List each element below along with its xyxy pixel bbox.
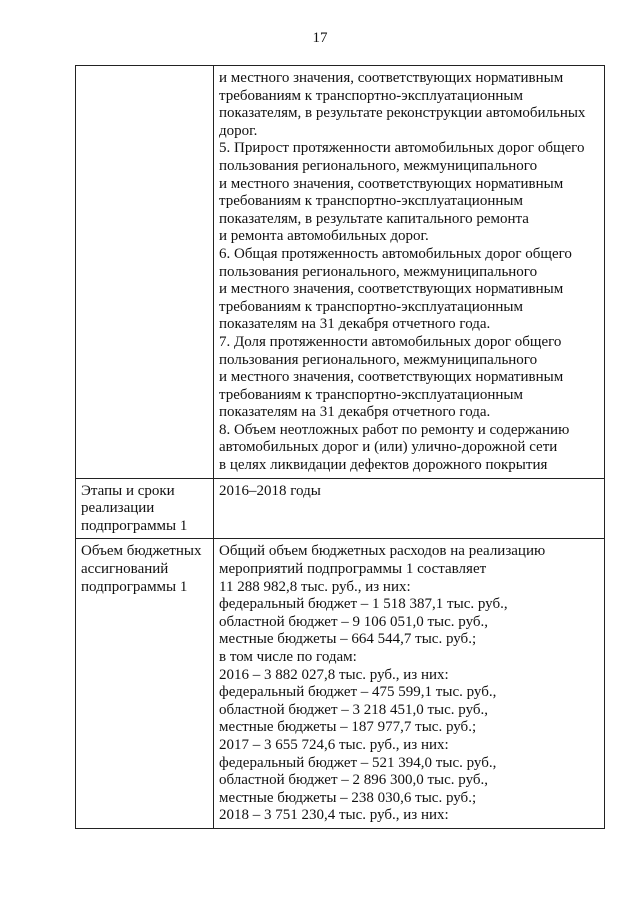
content-line: показателям, в результате реконструкции автомобильных <box>219 105 586 122</box>
content-line: областной бюджет – 3 218 451,0 тыс. руб., <box>219 701 489 718</box>
content-line: 11 288 982,8 тыс. руб., из них: <box>219 578 411 595</box>
label-line: подпрограммы 1 <box>81 578 188 595</box>
content-line: требованиям к транспортно-эксплуатационным <box>219 386 523 403</box>
content-line: 2016–2018 годы <box>219 482 321 499</box>
content-line: и местного значения, соответствующих нормативным <box>219 70 564 86</box>
row-label-cell <box>76 478 214 539</box>
content-line: федеральный бюджет – 521 394,0 тыс. руб., <box>219 754 497 771</box>
table-body <box>76 66 605 829</box>
content-line: пользования регионального, межмуниципального <box>219 263 538 280</box>
content-line: областной бюджет – 2 896 300,0 тыс. руб., <box>219 772 489 789</box>
content-line: и местного значения, соответствующих нормативным <box>219 369 564 386</box>
content-line: мероприятий подпрограммы 1 составляет <box>219 561 487 578</box>
content-line: 5. Прирост протяженности автомобильных дорог общего <box>219 140 585 157</box>
content-line: местные бюджеты – 664 544,7 тыс. руб.; <box>219 631 477 648</box>
label-line: реализации <box>81 500 155 517</box>
page-number: 17 <box>312 30 328 46</box>
content-line: в целях ликвидации дефектов дорожного покрытия <box>219 457 548 474</box>
content-line: 2017 – 3 655 724,6 тыс. руб., из них: <box>219 736 449 753</box>
content-line: пользования регионального, межмуниципального <box>219 351 538 368</box>
content-line: требованиям к транспортно-эксплуатационным <box>219 193 523 210</box>
content-line: и местного значения, соответствующих нормативным <box>219 175 564 192</box>
content-line: 2016 – 3 882 027,8 тыс. руб., из них: <box>219 666 449 683</box>
budget-row <box>76 539 605 829</box>
content-line: и местного значения, соответствующих нормативным <box>219 281 564 298</box>
content-line: дорог. <box>219 122 258 139</box>
content-line: Общий объем бюджетных расходов на реализацию <box>219 543 546 560</box>
content-line: пользования регионального, межмуниципального <box>219 157 538 174</box>
content-line: федеральный бюджет – 475 599,1 тыс. руб., <box>219 684 497 701</box>
content-line: местные бюджеты – 238 030,6 тыс. руб.; <box>219 789 477 806</box>
content-line: показателям, в результате капитального ремонта <box>219 210 529 227</box>
content-line: автомобильных дорог и (или) улично-дорожной сети <box>219 439 558 456</box>
row-content-cell <box>214 66 605 479</box>
content-line: федеральный бюджет – 1 518 387,1 тыс. руб., <box>219 596 508 613</box>
passport-table <box>75 65 605 829</box>
content-line: 8. Объем неотложных работ по ремонту и содержанию <box>219 421 570 438</box>
label-line: подпрограммы 1 <box>81 517 188 534</box>
content-line: местные бюджеты – 187 977,7 тыс. руб.; <box>219 719 477 736</box>
content-line: 2018 – 3 751 230,4 тыс. руб., из них: <box>219 807 449 824</box>
content-line: в том числе по годам: <box>219 649 357 665</box>
content-line: и ремонта автомобильных дорог. <box>219 228 429 245</box>
label-line: Этапы и сроки <box>81 482 175 499</box>
content-line: требованиям к транспортно-эксплуатационным <box>219 87 523 104</box>
content-line: областной бюджет – 9 106 051,0 тыс. руб., <box>219 613 489 630</box>
indicators-continuation-row <box>76 66 605 479</box>
content-line: требованиям к транспортно-эксплуатационным <box>219 298 523 315</box>
content-line: 6. Общая протяженность автомобильных дорог общего <box>219 245 572 262</box>
label-line: Объем бюджетных <box>81 543 202 560</box>
row-content-cell <box>214 539 605 829</box>
row-label-cell <box>76 539 214 829</box>
stages-row <box>76 478 605 539</box>
content-line: показателям на 31 декабря отчетного года. <box>219 316 491 333</box>
label-line: ассигнований <box>81 561 169 578</box>
content-line: 7. Доля протяженности автомобильных дорог общего <box>219 333 562 350</box>
row-label-cell <box>76 66 214 479</box>
row-content-cell <box>214 478 605 539</box>
content-line: показателям на 31 декабря отчетного года. <box>219 404 491 421</box>
